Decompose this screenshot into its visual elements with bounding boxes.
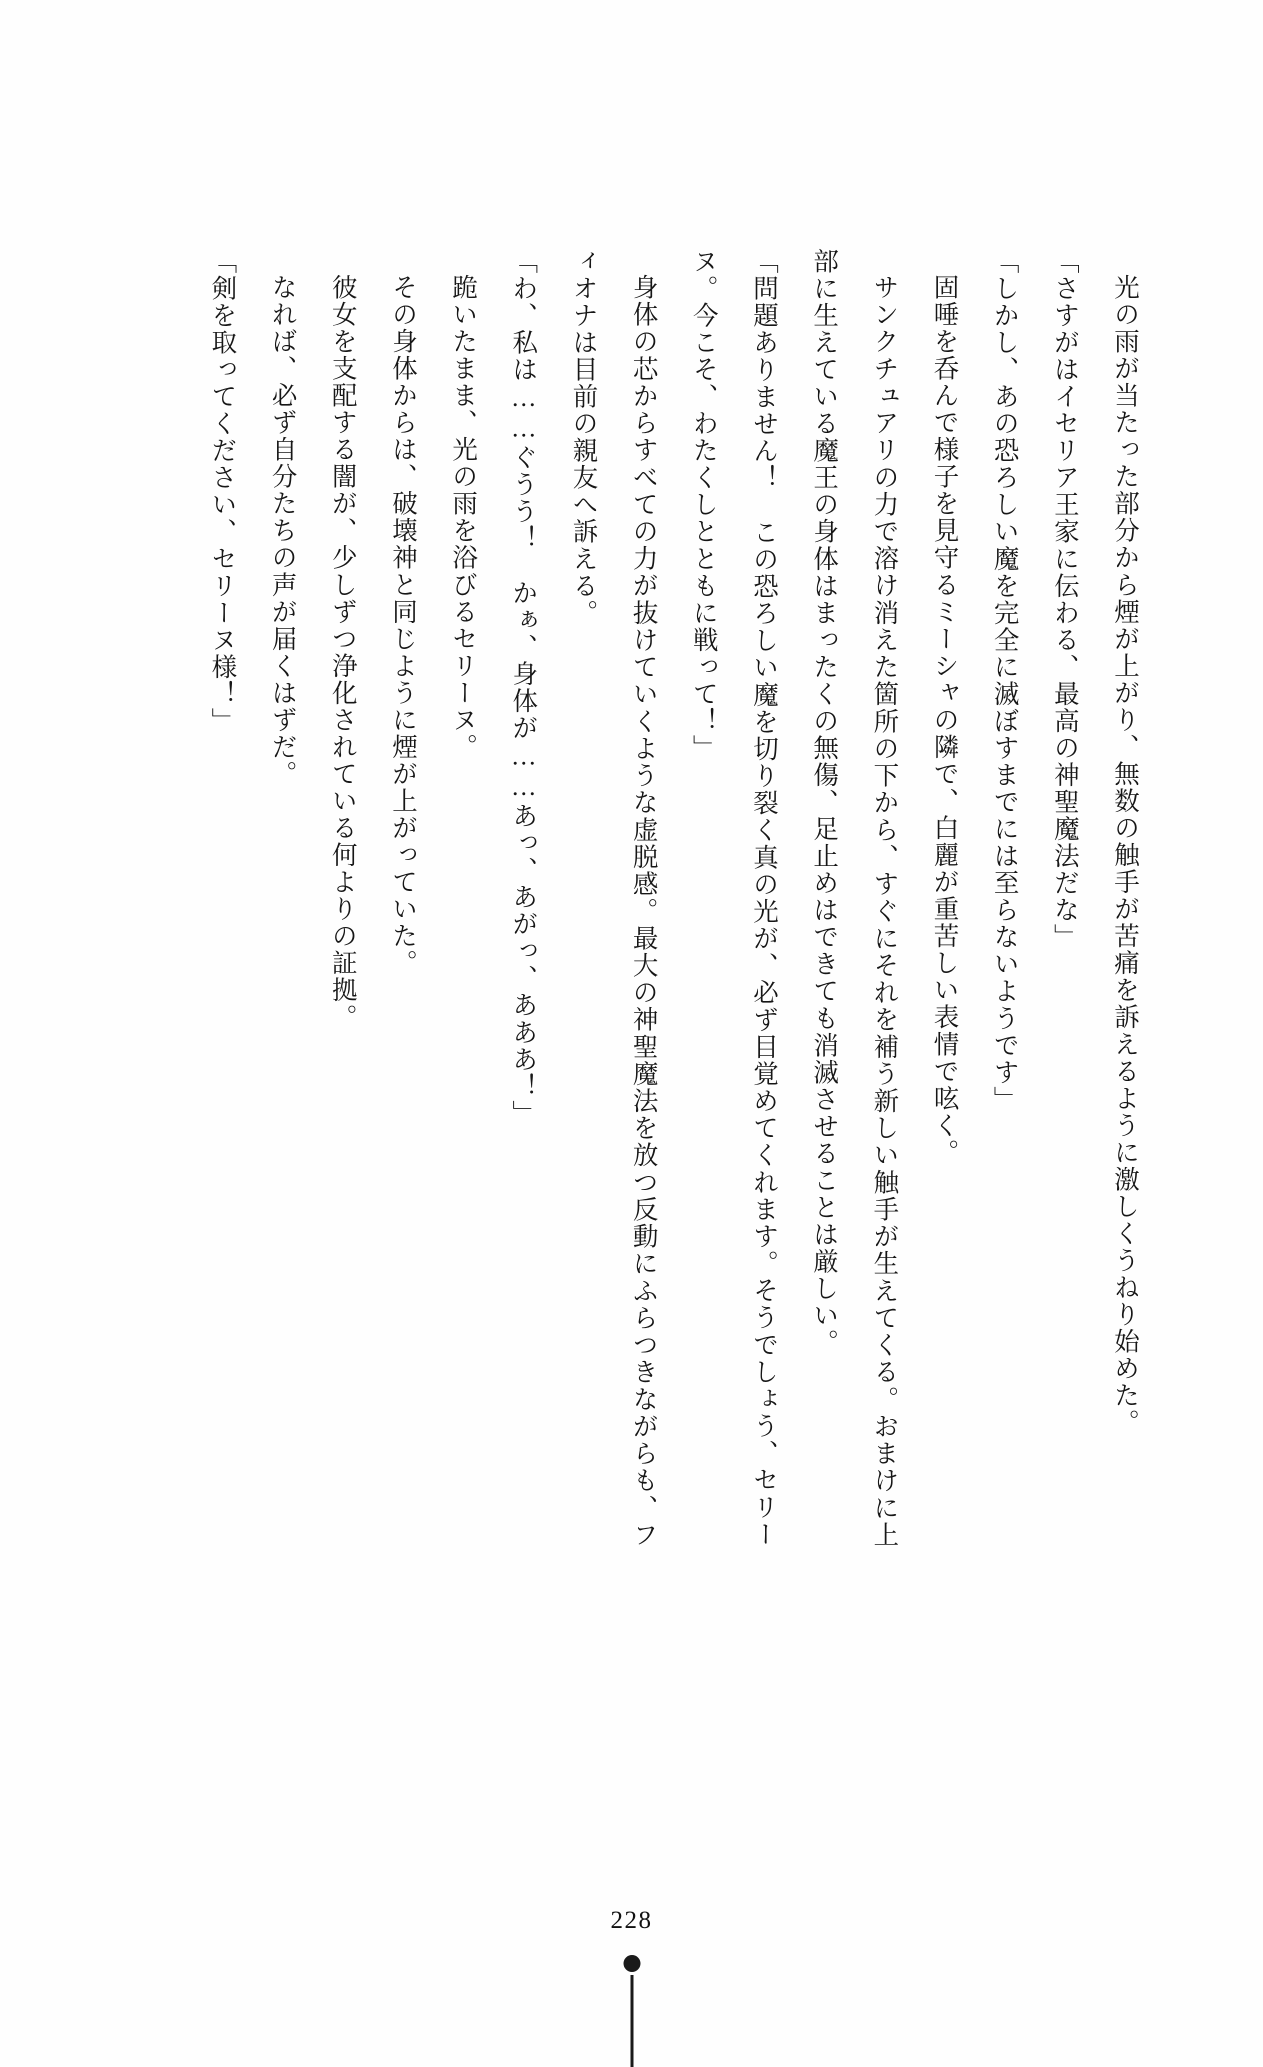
paragraph: 「しかし、あの恐ろしい魔を完全に滅ぼすまでには至らないようです」 bbox=[990, 248, 1020, 1113]
vertical-text-body bbox=[135, 248, 1155, 1548]
page-number: 228 bbox=[610, 1907, 653, 1934]
paragraph: サンクチュアリの力で溶け消えた箇所の下から、すぐにそれを補う新しい触手が生えてくる。おまけに上部に生えている魔王の身体はまったくの無傷、足止めはできても消滅させることは厳しい。 bbox=[810, 248, 900, 1548]
page-decoration-mark bbox=[620, 1955, 644, 2065]
paragraph: なれば、必ず自分たちの声が届くはずだ。 bbox=[268, 273, 298, 788]
paragraph: 跪いたまま、光の雨を浴びるセリーヌ。 bbox=[449, 273, 479, 761]
paragraph: 身体の芯からすべての力が抜けていくような虚脱感。最大の神聖魔法を放つ反動にふらつきながらも、フィオナは目前の親友へ訴える。 bbox=[569, 248, 659, 1548]
paragraph: その身体からは、破壊神と同じように煙が上がっていた。 bbox=[388, 273, 418, 977]
paragraph: 固唾を呑んで様子を見守るミーシャの隣で、白麗が重苦しい表情で呟く。 bbox=[930, 273, 960, 1166]
paragraph: 「剣を取ってください、セリーヌ様！」 bbox=[208, 248, 238, 735]
paragraph: 「さすがはイセリア王家に伝わる、最高の神聖魔法だな」 bbox=[1050, 248, 1080, 951]
decoration-dot bbox=[623, 1955, 640, 1972]
paragraph: 「問題ありません！ この恐ろしい魔を切り裂く真の光が、必ず目覚めてくれます。そうでしょう、セリーヌ。今こそ、わたくしとともに戦って！」 bbox=[689, 248, 779, 1548]
paragraph: 彼女を支配する闇が、少しずつ浄化されている何よりの証拠。 bbox=[328, 273, 358, 1031]
paragraph: 光の雨が当たった部分から煙が上がり、無数の触手が苦痛を訴えるように激しくうねり始めた。 bbox=[1111, 273, 1140, 1436]
paragraph: 「わ、私は……ぐうう！ かぁ、身体が……あっ、あがっ、あああ！」 bbox=[509, 248, 539, 1127]
decoration-stem bbox=[630, 1975, 633, 2067]
